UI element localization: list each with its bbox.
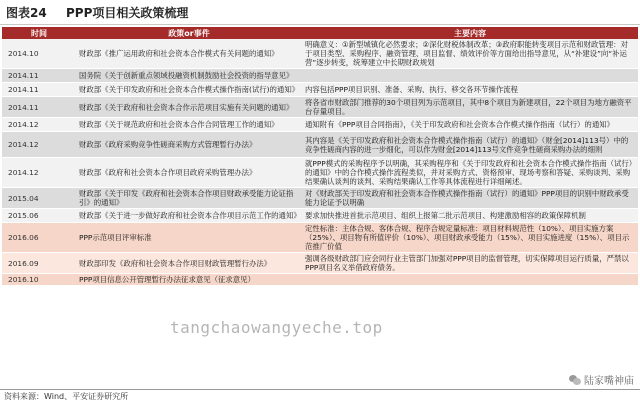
content-cell: 对《财政部关于印发政府和社会资本合作模式操作指南（试行）的通知》PPP项目的识别中财政承受能力论证予以明确 — [302, 188, 638, 209]
table-row — [2, 83, 638, 97]
policy-cell: 财政部印发《政府和社会资本合作项目财政管理暂行办法》 — [76, 253, 302, 274]
figure-title-bar — [0, 0, 640, 25]
policy-cell: 财政部《关于政府和社会资本合作示范项目实施有关问题的通知》 — [76, 97, 302, 118]
table-row — [2, 158, 638, 188]
table-row — [2, 97, 638, 118]
policy-cell: 财政部《政府采购竞争性磋商采购方式管理暂行办法》 — [76, 132, 302, 158]
content-cell: 就PPP模式的采购程序予以明确，其采购程序和《关于印发政府和社会资本合作模式操作指南（试行）的通知》中的合作模式操作流程类似，并对采购方式、资格预审、现场考察和答疑、采购谈判、采购结果确认谈判的谈判、采购结果确认工作等具体流程进行详细阐述。 — [302, 158, 638, 188]
content-cell: 定性标准：主体合规、客体合规、程序合规定量标准：项目材料规范性（10%）、项目实施方案（25%）、项目物有所值评价（10%）、项目财政承受能力（15%）、项目实施进度（15%）、项目示范推广价值 — [302, 223, 638, 253]
time-cell: 2014.11 — [2, 83, 76, 97]
policy-cell: 财政部《政府和社会资本合作项目政府采购管理办法》 — [76, 158, 302, 188]
figure-label: 图表24 — [6, 6, 47, 20]
policy-cell: PPP项目信息公开管理暂行办法征求意见（征求意见） — [76, 274, 302, 286]
table-row — [2, 69, 638, 83]
time-cell: 2014.11 — [2, 97, 76, 118]
wechat-account-name: 陆家嘴神庙 — [584, 376, 634, 387]
content-cell — [302, 274, 638, 286]
content-cell: 通知附有《PPP项目合同指南》，《关于印发政府和社会资本合作模式操作指南（试行）的通知》 — [302, 118, 638, 132]
content-cell: 要求加快推进首批示范项目、组织上报第二批示范项目、构建激励相容的政策保障机制 — [302, 209, 638, 223]
table-row — [2, 188, 638, 209]
policy-cell: PPP示范项目评审标准 — [76, 223, 302, 253]
policy-cell: 财政部《推广运用政府和社会资本合作模式有关问题的通知》 — [76, 39, 302, 69]
wechat-badge — [569, 372, 634, 387]
policy-cell: 财政部《关于进一步做好政府和社会资本合作项目示范工作的通知》 — [76, 209, 302, 223]
figure-title: PPP项目相关政策梳理 — [66, 6, 189, 20]
watermark-text: tangchaowangyeche.top — [170, 318, 383, 337]
time-cell: 2015.04 — [2, 188, 76, 209]
time-cell: 2014.12 — [2, 158, 76, 188]
time-cell: 2015.06 — [2, 209, 76, 223]
table-row — [2, 209, 638, 223]
content-cell: 其内容是《关于印发政府和社会资本合作模式操作指南（试行）的通知》（财金[2014]113号）中的竞争性磋商内容的进一步细化，可以作为财金[2014]113号文件竞争性磋商采购办法的细则 — [302, 132, 638, 158]
policy-cell: 国务院《关于创新重点领域投融资机制鼓励社会投资的指导意见》 — [76, 69, 302, 83]
content-cell: 将各省市财政部门推荐的30个项目列为示范项目，其中8个项目为新建项目，22个项目为地方融资平台存量项目。 — [302, 97, 638, 118]
time-cell: 2016.06 — [2, 223, 76, 253]
time-cell: 2016.09 — [2, 253, 76, 274]
column-header-policy: 政策or事件 — [76, 27, 302, 39]
table-row — [2, 118, 638, 132]
content-cell — [302, 69, 638, 83]
policy-cell: 财政部《关于印发政府和社会资本合作模式操作指南(试行)的通知》 — [76, 83, 302, 97]
column-header-time: 时间 — [2, 27, 76, 39]
time-cell: 2014.10 — [2, 39, 76, 69]
policy-table — [2, 27, 638, 286]
table-body — [2, 39, 638, 286]
content-cell: 内容包括PPP项目识别、准备、采购、执行、移交各环节操作流程 — [302, 83, 638, 97]
time-cell: 2014.12 — [2, 118, 76, 132]
table-row — [2, 39, 638, 69]
content-cell: 明确意义：①新型城镇化必然要求；②深化财税体制改革；③政府职能转变项目示范和财政管理：对于项目类型、采购程序、融资管理、项目监督、绩效评价等方面给出指导意见，从“补建设”向“补运营”逐步转变，统筹建立中长期财政规划 — [302, 39, 638, 69]
footer-divider — [0, 389, 640, 390]
table-row — [2, 253, 638, 274]
source-note: 资料来源：Wind、平安证券研究所 — [4, 392, 129, 401]
table-header-row — [2, 27, 638, 39]
policy-cell: 财政部《关于印发《政府和社会资本合作项目财政承受能力论证指引》的通知》 — [76, 188, 302, 209]
content-cell: 强调各级财政部门应会同行业主管部门加强对PPP项目的监督管理，切实保障项目运行质量，严禁以PPP项目名义举借政府债务。 — [302, 253, 638, 274]
table-row — [2, 274, 638, 286]
table-row — [2, 223, 638, 253]
time-cell: 2014.12 — [2, 132, 76, 158]
time-cell: 2014.11 — [2, 69, 76, 83]
table-row — [2, 132, 638, 158]
wechat-icon — [569, 375, 581, 385]
time-cell: 2016.10 — [2, 274, 76, 286]
policy-cell: 财政部《关于规范政府和社会资本合作合同管理工作的通知》 — [76, 118, 302, 132]
column-header-content: 主要内容 — [302, 27, 638, 39]
